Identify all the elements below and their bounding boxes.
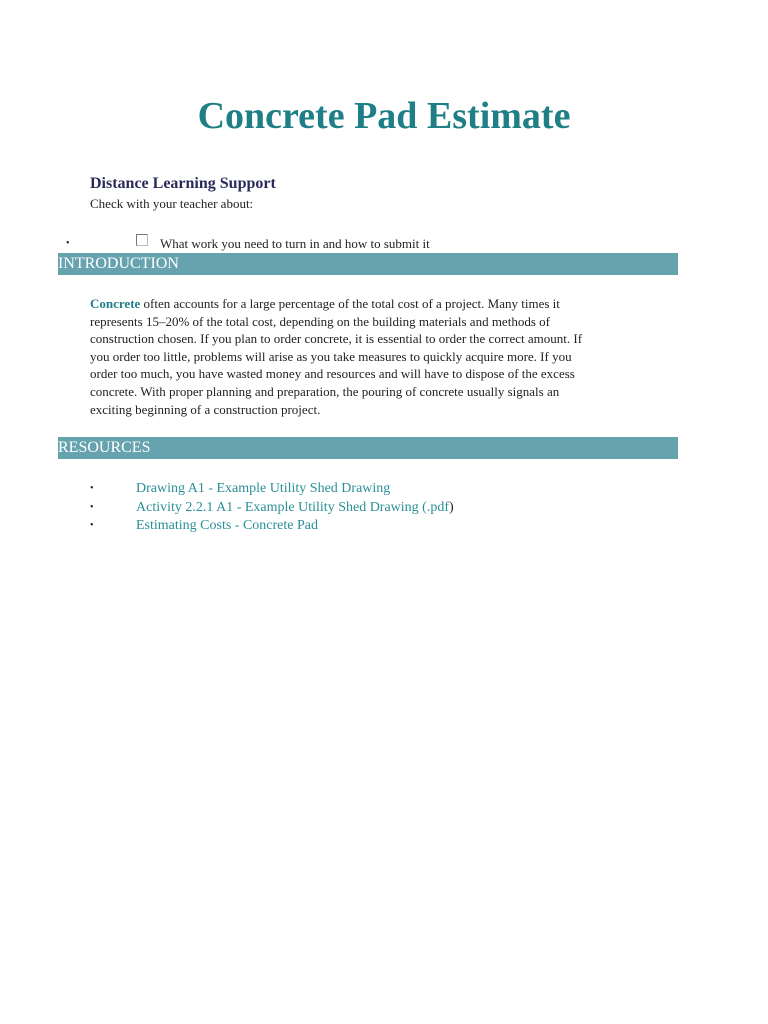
checkbox[interactable]: [136, 234, 148, 246]
resources-list: [0, 480, 768, 536]
resources-section-header: RESOURCES: [58, 437, 678, 459]
list-item: [0, 517, 768, 536]
resource-link-label: Drawing A1 - Example Utility Shed Drawing: [136, 481, 391, 496]
resource-link-estimating-costs[interactable]: [136, 517, 318, 536]
introduction-section-header: INTRODUCTION: [58, 253, 678, 275]
resource-link-label: Estimating Costs - Concrete Pad: [136, 518, 318, 533]
bullet-icon: •: [90, 501, 94, 513]
page-title: Concrete Pad Estimate: [197, 95, 571, 137]
distance-learning-subtext: Check with your teacher about:: [90, 196, 254, 211]
introduction-paragraph: [90, 295, 670, 418]
checklist-item: [0, 232, 768, 252]
list-item: [0, 499, 768, 518]
checklist-item-label: What work you need to turn in and how to submit it: [160, 236, 430, 251]
list-item: [0, 480, 768, 499]
concrete-link[interactable]: Concrete: [90, 296, 141, 311]
resource-link-drawing-a1[interactable]: [136, 480, 390, 499]
bullet-icon: •: [66, 238, 70, 249]
resource-link-label: Activity 2.2.1 A1 - Example Utility Shed Drawing (.pdf: [136, 499, 450, 515]
resource-suffix: ): [449, 499, 454, 515]
introduction-text: often accounts for a large percentage of the total cost of a project. Many times it represents 15–20% of the total cost, depending on the building materials and methods of construction chosen. If you plan to order concrete, it is essential to order the correct amount. If you order too little, problems will arise as you take measures to quickly acquire more. If you order too much, you have wasted money and resources and will have to dispose of the excess concrete. With proper planning and preparation, the pouring of concrete usually signals an exciting beginning of a construction project.: [90, 296, 583, 417]
distance-learning-heading: Distance Learning Support: [90, 175, 276, 192]
bullet-icon: •: [90, 520, 94, 531]
bullet-icon: •: [90, 483, 94, 494]
resource-link-activity-pdf[interactable]: [136, 499, 454, 518]
